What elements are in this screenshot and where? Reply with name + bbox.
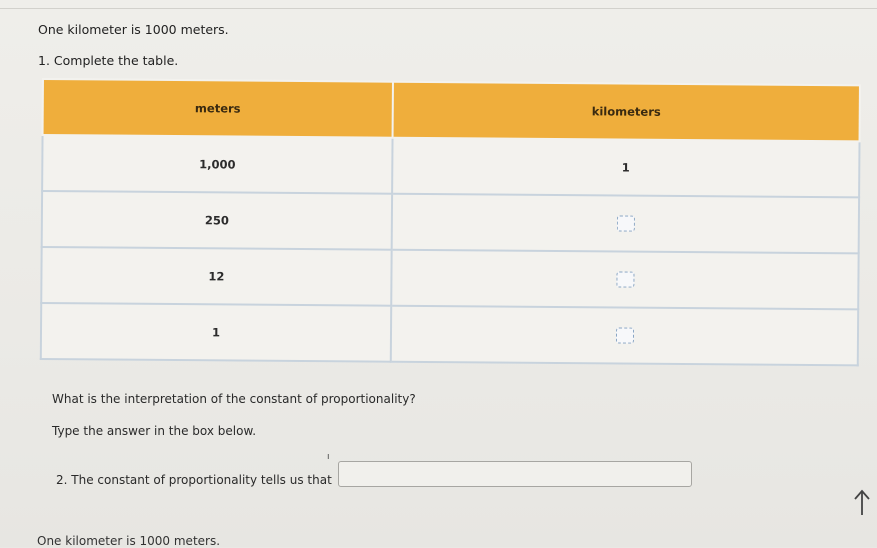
intro-text: One kilometer is 1000 meters.	[38, 22, 229, 37]
meters-cell: 250	[42, 191, 392, 250]
question-1-label: 1. Complete the table.	[38, 53, 179, 68]
kilometers-answer-box[interactable]	[616, 216, 634, 232]
table-row	[42, 135, 859, 197]
up-arrow-icon[interactable]	[852, 488, 872, 516]
conversion-table	[40, 78, 861, 366]
kilometers-answer-box[interactable]	[615, 328, 633, 344]
question-2-label: 2. The constant of proportionality tells us that	[56, 473, 332, 487]
table-header-row	[43, 79, 860, 141]
type-instruction: Type the answer in the box below.	[52, 424, 257, 438]
meters-cell: 1,000	[42, 135, 392, 194]
header-kilometers: kilometers	[393, 82, 860, 142]
meters-cell: 12	[41, 247, 391, 306]
interpretation-question: What is the interpretation of the constant of proportionality?	[52, 392, 416, 406]
table-row	[41, 247, 858, 309]
meters-cell: 1	[41, 303, 391, 362]
top-divider	[0, 8, 877, 9]
table-row	[42, 191, 859, 253]
kilometers-cell: 1	[392, 138, 859, 198]
bottom-repeated-text: One kilometer is 1000 meters.	[37, 534, 221, 548]
table-row	[41, 303, 858, 365]
header-meters: meters	[43, 79, 393, 138]
text-cursor-mark: ı	[327, 452, 330, 462]
kilometers-cell	[392, 194, 859, 254]
kilometers-cell	[391, 306, 858, 366]
kilometers-answer-box[interactable]	[616, 272, 634, 288]
constant-answer-input[interactable]	[338, 461, 692, 487]
conversion-table-container	[40, 78, 861, 354]
kilometers-cell	[391, 250, 858, 310]
